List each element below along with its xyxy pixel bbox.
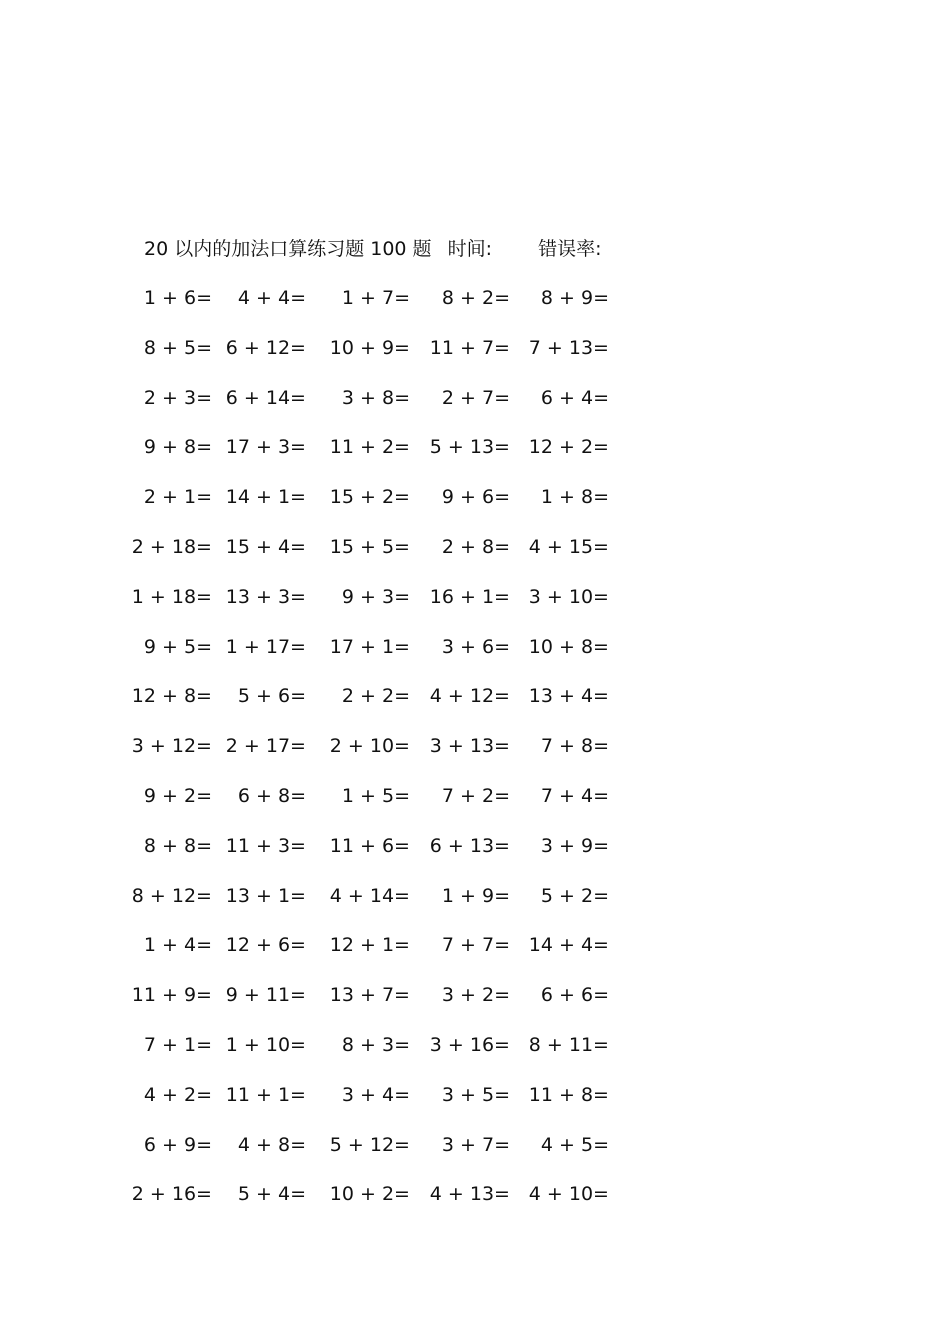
problem-item: 8 + 11= — [528, 1034, 609, 1056]
problem-item: 14 + 4= — [528, 934, 609, 957]
problem-item: 3 + 9= — [540, 834, 609, 857]
problem-item: 6 + 8= — [237, 785, 306, 807]
problem-item: 8 + 5= — [143, 336, 212, 359]
problem-item: 12 + 8= — [131, 685, 212, 708]
problem-item: 3 + 8= — [341, 386, 410, 409]
problem-item: 15 + 5= — [329, 536, 410, 558]
problem-item: 9 + 11= — [225, 984, 306, 1007]
problem-item: 13 + 4= — [528, 685, 609, 708]
problem-item: 1 + 10= — [225, 1034, 306, 1056]
problem-item: 2 + 7= — [441, 386, 510, 409]
problem-item: 1 + 6= — [143, 287, 212, 309]
problem-item: 7 + 2= — [441, 785, 510, 807]
problem-item: 3 + 5= — [441, 1083, 510, 1106]
problem-item: 5 + 6= — [237, 685, 306, 708]
problem-item: 13 + 3= — [225, 585, 306, 608]
problem-item: 4 + 15= — [528, 536, 609, 558]
problem-item: 1 + 9= — [441, 884, 510, 907]
problem-item: 3 + 2= — [441, 984, 510, 1007]
problem-item: 8 + 2= — [441, 287, 510, 309]
problem-item: 10 + 9= — [329, 336, 410, 359]
problem-item: 10 + 2= — [329, 1183, 410, 1206]
problem-item: 4 + 2= — [143, 1083, 212, 1106]
problem-item: 16 + 1= — [429, 585, 510, 608]
problem-item: 8 + 8= — [143, 834, 212, 857]
problem-item: 6 + 4= — [540, 386, 609, 409]
problem-item: 3 + 13= — [429, 735, 510, 758]
problem-item: 2 + 17= — [225, 735, 306, 758]
problem-item: 6 + 14= — [225, 386, 306, 409]
problem-item: 11 + 2= — [329, 436, 410, 459]
problem-item: 4 + 14= — [329, 884, 410, 907]
worksheet-header — [144, 234, 601, 264]
problem-item: 4 + 13= — [429, 1183, 510, 1206]
problem-item: 5 + 4= — [237, 1183, 306, 1206]
problem-item: 2 + 3= — [143, 386, 212, 409]
problem-item: 11 + 3= — [225, 834, 306, 857]
problem-item: 2 + 18= — [131, 536, 212, 558]
problem-item: 2 + 2= — [341, 685, 410, 708]
time-label: 时间: — [447, 238, 493, 260]
problem-item: 11 + 1= — [225, 1083, 306, 1106]
problem-item: 1 + 8= — [540, 486, 609, 509]
problem-item: 15 + 4= — [225, 536, 306, 558]
problem-item: 3 + 16= — [429, 1034, 510, 1056]
problem-item: 8 + 12= — [131, 884, 212, 907]
problem-item: 7 + 13= — [528, 336, 609, 359]
problem-item: 9 + 5= — [143, 635, 212, 658]
problem-item: 1 + 5= — [341, 785, 410, 807]
problem-item: 6 + 13= — [429, 834, 510, 857]
problem-item: 7 + 8= — [540, 735, 609, 758]
problem-item: 5 + 12= — [329, 1133, 410, 1156]
problem-item: 13 + 1= — [225, 884, 306, 907]
problem-item: 17 + 1= — [329, 635, 410, 658]
problem-item: 17 + 3= — [225, 436, 306, 459]
problem-item: 1 + 4= — [143, 934, 212, 957]
problem-item: 7 + 7= — [441, 934, 510, 957]
problem-item: 5 + 2= — [540, 884, 609, 907]
problem-item: 8 + 9= — [540, 287, 609, 309]
problem-item: 5 + 13= — [429, 436, 510, 459]
problem-item: 14 + 1= — [225, 486, 306, 509]
problem-item: 9 + 2= — [143, 785, 212, 807]
problem-item: 11 + 6= — [329, 834, 410, 857]
error-rate-label: 错误率: — [538, 238, 602, 260]
problem-item: 9 + 3= — [341, 585, 410, 608]
problem-item: 6 + 9= — [143, 1133, 212, 1156]
problem-item: 4 + 10= — [528, 1183, 609, 1206]
problem-item: 3 + 4= — [341, 1083, 410, 1106]
problem-item: 3 + 12= — [131, 735, 212, 758]
problem-item: 2 + 1= — [143, 486, 212, 509]
problem-item: 12 + 2= — [528, 436, 609, 459]
problem-item: 8 + 3= — [341, 1034, 410, 1056]
problem-item: 4 + 5= — [540, 1133, 609, 1156]
problem-item: 1 + 18= — [131, 585, 212, 608]
problem-item: 12 + 6= — [225, 934, 306, 957]
problem-item: 4 + 12= — [429, 685, 510, 708]
problem-item: 12 + 1= — [329, 934, 410, 957]
problem-item: 2 + 16= — [131, 1183, 212, 1206]
problem-item: 13 + 7= — [329, 984, 410, 1007]
problem-item: 3 + 7= — [441, 1133, 510, 1156]
problem-item: 1 + 17= — [225, 635, 306, 658]
problem-item: 15 + 2= — [329, 486, 410, 509]
problem-item: 9 + 8= — [143, 436, 212, 459]
problem-item: 1 + 7= — [341, 287, 410, 309]
problem-item: 11 + 9= — [131, 984, 212, 1007]
problem-item: 11 + 7= — [429, 336, 510, 359]
worksheet-title: 20 以内的加法口算练习题 100 题 — [144, 238, 432, 260]
problem-item: 4 + 4= — [237, 287, 306, 309]
problem-item: 7 + 4= — [540, 785, 609, 807]
problem-item: 4 + 8= — [237, 1133, 306, 1156]
problem-item: 3 + 10= — [528, 585, 609, 608]
problem-item: 9 + 6= — [441, 486, 510, 509]
problem-item: 11 + 8= — [528, 1083, 609, 1106]
problem-item: 10 + 8= — [528, 635, 609, 658]
problem-item: 6 + 12= — [225, 336, 306, 359]
problem-item: 2 + 10= — [329, 735, 410, 758]
problem-item: 3 + 6= — [441, 635, 510, 658]
problem-item: 6 + 6= — [540, 984, 609, 1007]
problem-item: 7 + 1= — [143, 1034, 212, 1056]
problem-item: 2 + 8= — [441, 536, 510, 558]
